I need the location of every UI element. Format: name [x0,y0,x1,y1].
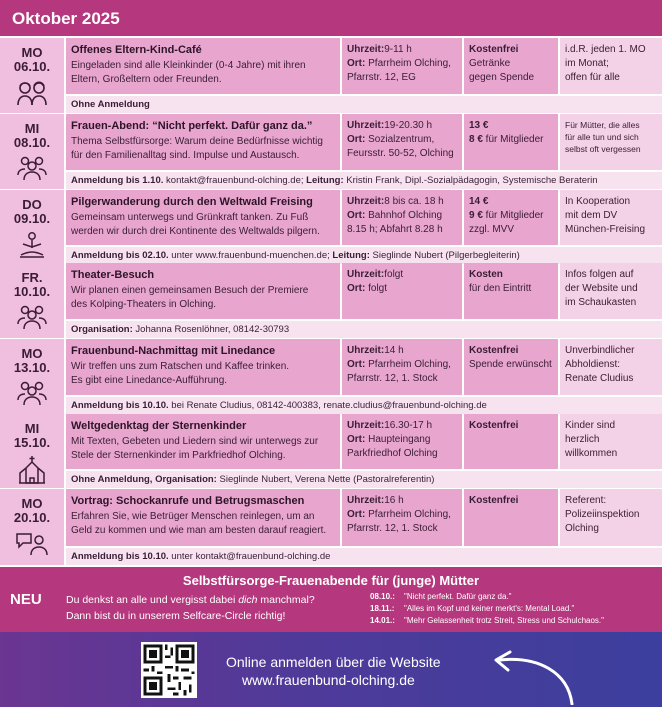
weekday: DO [22,197,42,212]
event-description: Mit Texten, Gebeten und Liedern sind wir unterwegs zur [71,436,319,447]
group-icon [0,380,64,411]
price-full: 13 € [469,120,489,131]
event-note [560,339,662,395]
event-place: Ort: Bahnhof Olching [347,210,443,221]
note-line: für alle tun und sich [565,132,639,142]
date-cell [0,190,64,264]
date: 08.10. [13,135,51,150]
event-place: Ort: Pfarrheim Olching, [347,58,451,69]
event-description: Erfahren Sie, wie Betrüger Menschen reinlegen, um an [71,511,315,522]
event-footer: Anmeldung bis 10.10. unter kontakt@frauenbund-olching.de [66,548,662,565]
note-line: Infos folgen auf [565,269,634,280]
event-note [560,114,662,170]
event-time: Uhrzeit:folgt [347,269,404,280]
date: 15.10. [13,435,51,450]
cost-label: Kostenfrei [469,345,519,356]
weekday: MO [21,346,43,361]
event-time: Uhrzeit:14 h [347,345,404,356]
note-line: offen für alle [565,72,620,83]
chapel-icon [0,455,64,490]
date-cell [0,38,64,113]
event-footer: Organisation: Johanna Rosenlöhner, 08142-30793 [66,321,662,338]
schedule-item: 18.11.: "Alles im Kopf und keiner merkt's: Mental Load." [370,604,575,613]
event-cost [464,339,558,395]
event-cost [464,190,558,245]
event-place-line: Pfarrstr. 12, EG [347,72,416,83]
date-cell [0,489,64,565]
event-note [560,38,662,94]
event-time: Uhrzeit:8 bis ca. 18 h [347,196,444,207]
date-cell [0,263,64,338]
event-title: Theater-Besuch [71,269,155,281]
note-line: Abholdienst: [565,359,621,370]
event-cost [464,38,558,94]
note-line: im Schaukasten [565,297,637,308]
event-time: Uhrzeit:16.30-17 h [347,420,433,431]
event-place: Ort: folgt [347,283,388,294]
event-place: Ort: Pfarrheim Olching, [347,359,451,370]
event-place: Ort: Pfarrheim Olching, [347,509,451,520]
note-line: Referent: [565,495,607,506]
event-note [560,263,662,319]
online-registration-banner [0,632,662,707]
cost-label: Kostenfrei [469,44,519,55]
qr-code-icon[interactable] [141,642,197,698]
event-details [66,414,340,469]
event-time-place [342,263,462,319]
event-description: Wir treffen uns zum Ratschen und Kaffee trinken. [71,361,290,372]
date-cell [0,114,64,189]
event-details [66,263,340,319]
note-line: willkommen [565,448,618,459]
event-time: Uhrzeit:19-20.30 h [347,120,433,131]
event-place-line: Pfarrstr. 12, 1. Stock [347,523,438,534]
event-cost [464,263,558,319]
event-details [66,190,340,245]
note-line: In Kooperation [565,196,631,207]
note-line: mit dem DV [565,210,618,221]
event-footer: Anmeldung bis 1.10. kontakt@frauenbund-olching.de; Leitung: Kristin Frank, Dipl.-Sozialpädagogin, Systemische Beraterin [66,172,662,189]
note-line: Renate Cludius [565,373,634,384]
event-place-line: 8.15 h; Abfahrt 8.28 h [347,224,443,235]
selfcare-banner [0,567,662,632]
note-line: herzlich [565,434,600,445]
event-footer: Anmeldung bis 02.10. unter www.frauenbund-muenchen.de; Leitung: Sieglinde Nubert (Pilgerbegleiterin) [66,247,662,264]
note-line: Polizeiinspektion [565,509,640,520]
event-note [560,414,662,469]
event-description: Stele der Sternenkinder im Parkfriedhof Olching. [71,450,286,461]
month-header [0,0,662,36]
cost-label: Kostenfrei [469,420,519,431]
event-footer: Anmeldung bis 10.10. bei Renate Cludius, 08142-400383, renate.cludius@frauenbund-olching.de [66,397,662,414]
date-cell [0,339,64,414]
note-line: i.d.R. jeden 1. MO [565,44,646,55]
price-member: 9 € für Mitglieder [469,210,544,221]
date: 06.10. [13,59,51,74]
note-line: Kinder sind [565,420,616,431]
event-description: des Kolping-Theaters in Olching. [71,299,217,310]
schedule-item: 08.10.: "Nicht perfekt. Dafür ganz da." [370,592,512,601]
event-place-line: Feursstr. 50-52, Olching [347,148,454,159]
note-line: der Website und [565,283,638,294]
event-details [66,489,340,546]
event-title: Pilgerwanderung durch den Weltwald Freising [71,196,313,208]
event-description: Gemeinsam unterwegs und Grünkraft tanken. Zu Fuß [71,212,309,223]
note-line: München-Freising [565,224,646,235]
event-description: Thema Selbstfürsorge: Warum deine Bedürfnisse wichtig [71,136,323,147]
event-description: für den Familienalltag sind. Impulse und Austausch. [71,150,300,161]
event-place: Ort: Sozialzentrum, [347,134,435,145]
note-line: selbst oft vergessen [565,144,641,154]
event-place-line: Parkfriedhof Olching [347,448,438,459]
event-description: Geld zu kommen und wie man am besten darauf reagiert. [71,525,327,536]
selfcare-title: Selbstfürsorge-Frauenabende für (junge) Mütter [182,573,480,588]
weekday: MI [24,421,40,436]
event-footer: Ohne Anmeldung, Organisation: Sieglinde Nubert, Verena Nette (Pastoralreferentin) [66,471,662,488]
cost-line: Spende erwünscht [469,359,552,370]
event-cost [464,414,558,469]
speech-person-icon [0,530,64,561]
event-time-place [342,339,462,395]
cost-label: Kostenfrei [469,495,519,506]
family-icon [0,79,64,112]
date-cell [0,414,64,488]
event-details [66,38,340,94]
event-time: Uhrzeit:16 h [347,495,404,506]
schedule-item: 14.01.: "Mehr Gelassenheit trotz Streit, Stress und Schulchaos." [370,616,604,625]
cost-label: Kosten [469,269,503,280]
event-description: werden wir durch drei Kontinente des Weltwalds pilgern. [71,226,320,237]
group-icon [0,155,64,186]
month-title: Oktober 2025 [12,9,120,28]
note-line: Für Mütter, die alles [565,120,640,130]
event-cost [464,489,558,546]
event-time: Uhrzeit:9-11 h [347,44,412,55]
event-title: Frauen-Abend: “Nicht perfekt. Dafür ganz da.” [71,120,313,132]
online-text: Online anmelden über die Website [226,654,441,670]
selfcare-line-2: Dann bist du in unserem Selfcare-Circle richtig! [66,610,286,622]
group-icon [0,304,64,335]
event-time-place [342,114,462,170]
website-link[interactable]: www.frauenbund-olching.de [242,672,415,688]
event-title: Frauenbund-Nachmittag mit Linedance [71,345,276,357]
event-footer: Ohne Anmeldung [66,96,662,113]
weekday: FR. [21,270,43,285]
selfcare-line-1: Du denkst an alle und vergisst dabei dich manchmal? [66,594,315,606]
weekday: MO [21,45,43,60]
date: 13.10. [13,360,51,375]
price-full: 14 € [469,196,489,207]
event-description: Es gibt eine Linedance-Aufführung. [71,375,228,386]
selfcare-schedule [370,591,604,627]
meditation-icon [0,231,64,264]
weekday: MO [21,496,43,511]
cost-line: gegen Spende [469,72,535,83]
date: 20.10. [13,510,51,525]
event-place-line: Pfarrstr. 12, 1. Stock [347,373,438,384]
price-member: 8 € für Mitglieder [469,134,544,145]
event-time-place [342,190,462,245]
note-line: Olching [565,523,599,534]
price-extra: zzgl. MVV [469,224,515,235]
cost-line: Getränke [469,58,511,69]
event-place: Ort: Haupteingang [347,434,431,445]
date: 10.10. [13,284,51,299]
event-note [560,190,662,245]
event-description: Eltern, Großeltern oder Freunden. [71,74,222,85]
event-time-place [342,414,462,469]
event-description: Wir planen einen gemeinsamen Besuch der Premiere [71,285,309,296]
note-line: im Monat; [565,58,609,69]
note-line: Unverbindlicher [565,345,635,356]
new-badge: NEU [10,591,42,608]
event-title: Offenes Eltern-Kind-Café [71,44,202,56]
event-cost [464,114,558,170]
event-title: Vortrag: Schockanrufe und Betrugsmaschen [71,495,305,507]
curved-arrow-icon [488,650,578,705]
event-details [66,114,340,170]
weekday: MI [24,121,40,136]
event-time-place [342,38,462,94]
event-title: Weltgedenktag der Sternenkinder [71,420,247,432]
date: 09.10. [13,211,51,226]
event-time-place [342,489,462,546]
event-description: Eingeladen sind alle Kleinkinder (0-4 Jahre) mit ihren [71,60,306,71]
event-note [560,489,662,546]
event-details [66,339,340,395]
cost-line: für den Eintritt [469,283,532,294]
